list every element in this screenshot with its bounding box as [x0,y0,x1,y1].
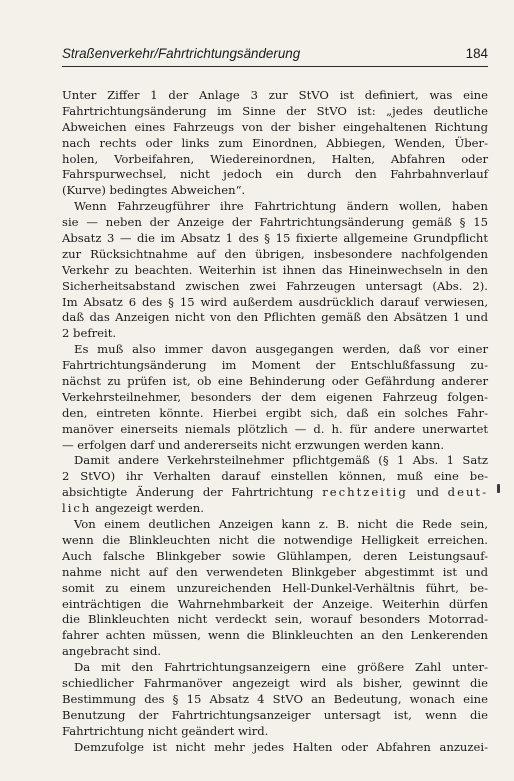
line-text: — erfolgen darf und andererseits nicht erzwungen werden kann. [62,437,445,452]
text-line [62,438,488,454]
chapter-title: Straßenverkehr/Fahrtrichtungsänderung [62,46,301,61]
page-number: 184 [465,46,488,61]
line-text: sie — neben der Anzeige der Fahrtrichtungsänderung gemäß § 15 [62,215,488,230]
text-line [62,708,488,724]
text-line [62,231,488,247]
text-line [62,199,488,215]
line-text: Auch falsche Blinkgeber sowie Glühlampen, deren Leistungsauf- [62,548,488,563]
line-text: und [407,485,448,500]
text-line [62,310,488,326]
line-text: fahrer achten müssen, wenn die Blinkleuchten an den Lenkerenden [62,628,488,643]
text-line [62,167,488,183]
line-text: die Blinkleuchten nicht verdeckt sein, worauf besonders Motorrad- [62,612,488,627]
text-line [62,390,488,406]
line-text: nach rechts oder links zum Einordnen, Abbiegen, Wenden, Über- [62,135,488,150]
running-head [62,46,488,67]
line-text: daß das Anzeigen nicht von den Pflichten gemäß den Absätzen 1 und [62,310,488,325]
text-line [62,597,488,613]
text-line [62,136,488,152]
text-line [62,565,488,581]
line-text: nahme nicht auf den verwendeten Blinkgeber abgestimmt ist und [62,564,488,579]
text-line [62,501,488,517]
text-line [62,247,488,263]
text-line [62,549,488,565]
spaced-emphasis: deut- [447,485,488,500]
text-line [62,120,488,136]
line-text: wenn die Blinkleuchten nicht die notwendige Helligkeit erreichen. [62,532,488,547]
text-line [62,422,488,438]
line-text: absichtigte Änderung der Fahrtrichtung [62,485,323,500]
line-text: 2 befreit. [62,326,117,341]
text-line [62,88,488,104]
line-text: somit zu einem unzureichenden Hell-Dunkel-Verhältnis führt, be- [62,580,488,595]
spaced-emphasis: rechtzeitig [322,485,408,500]
text-line [62,581,488,597]
text-line [62,628,488,644]
text-line [62,263,488,279]
text-line [62,485,488,501]
line-text: (Kurve) bedingtes Abweichen“. [62,183,246,198]
text-line [62,740,488,756]
text-line [62,152,488,168]
text-line [62,469,488,485]
line-text: angezeigt werden. [91,501,204,516]
text-line [62,676,488,692]
text-line [62,692,488,708]
text-line [62,326,488,342]
text-line [62,533,488,549]
line-text: Fahrtrichtungsänderung im Sinne der StVO ist: „jedes deutliche [62,103,488,118]
text-line [62,517,488,533]
spaced-emphasis: lich [62,501,92,516]
line-text: Demzufolge ist nicht mehr jedes Halten oder Abfahren anzuzei- [74,739,488,754]
text-line [62,358,488,374]
print-speck [497,484,500,493]
text-line [62,406,488,422]
line-text: den, eintreten könnte. Hierbei ergibt sich, daß ein solches Fahr- [62,405,488,420]
text-line [62,453,488,469]
line-text: Fahrspurwechsel, nicht jedoch ein durch den Fahrbahnverlauf [62,167,488,182]
text-line [62,374,488,390]
line-text: Absatz 3 — die im Absatz 1 des § 15 fixierte allgemeine Grundpflicht [62,231,488,246]
line-text: zur Rücksichtnahme auf den übrigen, insbesondere nachfolgenden [62,246,488,261]
line-text: angebracht sind. [62,644,162,659]
text-line [62,104,488,120]
text-line [62,279,488,295]
text-line [62,342,488,358]
line-text: Abweichen eines Fahrzeugs von der bisher eingehaltenen Richtung [62,119,488,134]
line-text: 2 StVO) ihr Verhalten darauf einstellen können, muß eine be- [62,469,488,484]
line-text: Bestimmung des § 15 Absatz 4 StVO an Bedeutung, wonach eine [62,691,488,706]
line-text: Damit andere Verkehrsteilnehmer pflichtgemäß (§ 1 Abs. 1 Satz [74,453,488,468]
line-text: Es muß also immer davon ausgegangen werden, daß vor einer [74,342,488,357]
text-line [62,724,488,740]
line-text: Wenn Fahrzeugführer ihre Fahrtrichtung ändern wollen, haben [74,199,488,214]
text-line [62,215,488,231]
line-text: Von einem deutlichen Anzeigen kann z. B. nicht die Rede sein, [74,517,488,532]
line-text: Verkehrsteilnehmer, besonders der dem eigenen Fahrzeug folgen- [62,389,488,404]
line-text: Fahrtrichtung nicht geändert wird. [62,723,269,738]
line-text: Im Absatz 6 des § 15 wird außerdem ausdrücklich darauf verwiesen, [62,294,488,309]
text-line [62,612,488,628]
body-text [62,88,488,755]
line-text: manöver einerseits niemals plötzlich — d. h. für andere unerwartet [62,421,488,436]
text-line [62,183,488,199]
line-text: schiedlicher Fahrmanöver angezeigt wird als bisher, gewinnt die [62,675,488,690]
text-line [62,660,488,676]
line-text: holen, Vorbeifahren, Wiedereinordnen, Halten, Abfahren oder [62,151,488,166]
text-line [62,644,488,660]
line-text: nächst zu prüfen ist, ob eine Behinderung oder Gefährdung anderer [62,374,488,389]
line-text: Sicherheitsabstand zwischen zwei Fahrzeugen untersagt (Abs. 2). [62,278,488,293]
line-text: Da mit den Fahrtrichtungsanzeigern eine größere Zahl unter- [74,660,488,675]
line-text: Verkehr zu beachten. Weiterhin ist ihnen das Hineinwechseln in den [62,262,488,277]
line-text: Unter Ziffer 1 der Anlage 3 zur StVO ist definiert, was eine [62,88,488,102]
line-text: Fahrtrichtungsänderung im Moment der Entschlußfassung zu- [62,358,488,373]
line-text: Benutzung der Fahrtrichtungsanzeiger untersagt ist, wenn die [62,707,488,722]
text-line [62,295,488,311]
line-text: einträchtigen die Wahrnehmbarkeit der Anzeige. Weiterhin dürfen [62,596,488,611]
